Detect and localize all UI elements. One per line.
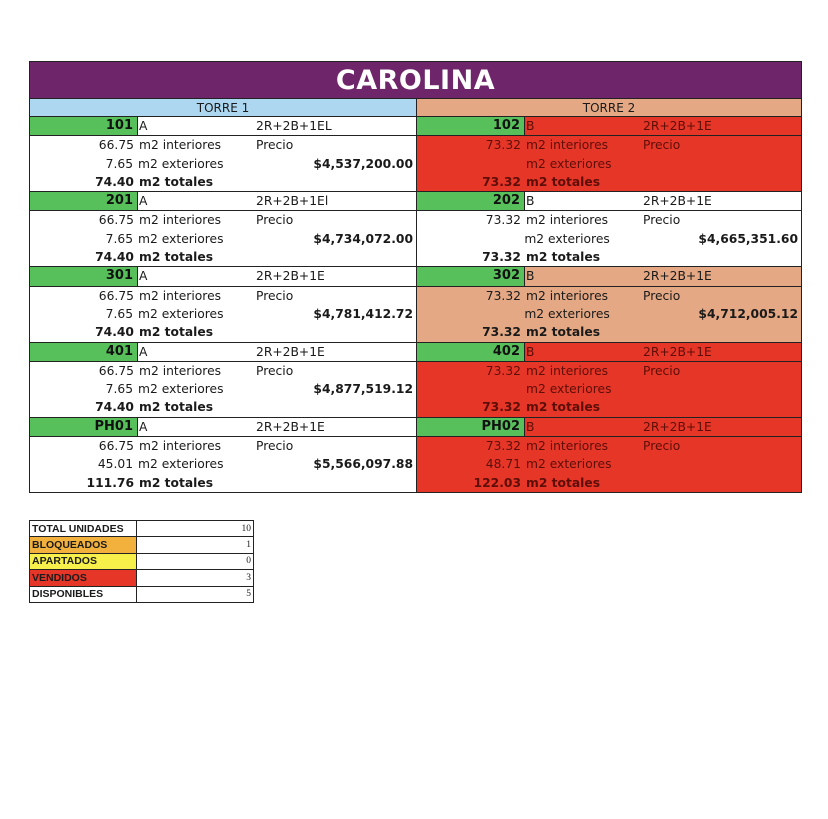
tower-2-header: TORRE 2 xyxy=(417,99,802,117)
totales-row xyxy=(417,323,801,341)
totales-label: m2 totales xyxy=(139,174,214,189)
unit-number: 202 xyxy=(417,192,525,210)
totales-filler xyxy=(643,173,703,191)
interiores-row xyxy=(417,211,801,229)
unit-block[interactable] xyxy=(29,343,417,418)
unit-header-row xyxy=(30,418,416,437)
page-title: CAROLINA xyxy=(29,61,802,99)
interiores-row xyxy=(30,362,416,380)
totales-filler-2 xyxy=(703,173,801,191)
interiores-filler xyxy=(316,437,416,455)
exteriores-filler xyxy=(254,230,313,248)
precio-label: Precio xyxy=(256,363,294,378)
interiores-label: m2 interiores xyxy=(139,363,222,378)
totales-label: m2 totales xyxy=(139,400,214,415)
totales-label: m2 totales xyxy=(526,400,601,415)
totales-row xyxy=(30,398,416,416)
unit-price xyxy=(703,380,801,398)
interiores-filler xyxy=(316,362,416,380)
unit-config: 2R+2B+1E xyxy=(256,419,325,434)
interiores-row xyxy=(417,437,801,455)
unit-header-row xyxy=(417,267,801,286)
totales-value: 74.40 xyxy=(95,250,134,265)
unit-header-row xyxy=(30,343,416,362)
totales-row xyxy=(30,323,416,341)
totales-filler-2 xyxy=(316,398,416,416)
unit-block[interactable] xyxy=(29,267,417,342)
interiores-value: 66.75 xyxy=(98,363,134,378)
totales-row xyxy=(417,474,801,492)
unit-config: 2R+2B+1E xyxy=(643,119,712,133)
totales-filler xyxy=(256,248,316,266)
unit-config: 2R+2B+1E xyxy=(643,269,712,284)
summary-row xyxy=(30,586,254,602)
totales-filler-2 xyxy=(316,323,416,341)
unit-price: $4,537,200.00 xyxy=(313,156,413,171)
precio-label: Precio xyxy=(256,213,294,228)
exteriores-value: 48.71 xyxy=(485,457,521,472)
exteriores-label: m2 exteriores xyxy=(526,457,612,472)
exteriores-value: 45.01 xyxy=(97,457,134,472)
totales-filler-2 xyxy=(703,398,801,416)
exteriores-value xyxy=(417,305,523,323)
unit-header-row xyxy=(417,117,801,136)
precio-label: Precio xyxy=(256,138,294,153)
summary-value: 3 xyxy=(137,570,254,586)
totales-label: m2 totales xyxy=(139,325,214,340)
unit-number: 101 xyxy=(30,117,138,135)
totales-label: m2 totales xyxy=(139,475,214,490)
interiores-filler xyxy=(703,362,801,380)
interiores-value: 73.32 xyxy=(485,288,521,303)
unit-type: B xyxy=(526,269,535,284)
totales-value: 74.40 xyxy=(95,400,134,415)
interiores-row xyxy=(417,287,801,305)
unit-type: B xyxy=(526,344,535,359)
unit-config: 2R+2B+1E xyxy=(256,344,325,359)
unit-type: A xyxy=(139,344,148,359)
summary-row xyxy=(30,537,254,553)
totales-filler-2 xyxy=(703,248,801,266)
totales-row xyxy=(417,173,801,191)
totales-filler-2 xyxy=(316,173,416,191)
unit-config: 2R+2B+1E xyxy=(643,419,712,434)
unit-block[interactable] xyxy=(417,343,802,418)
unit-price: $4,734,072.00 xyxy=(313,231,413,246)
interiores-filler xyxy=(703,287,801,305)
exteriores-value xyxy=(417,155,525,173)
interiores-label: m2 interiores xyxy=(526,363,609,378)
unit-type: A xyxy=(139,119,148,133)
unit-block[interactable] xyxy=(417,267,802,342)
totales-filler xyxy=(256,323,316,341)
unit-price: $5,566,097.88 xyxy=(313,457,413,472)
summary-row xyxy=(30,521,254,537)
unit-header-filler xyxy=(316,117,416,135)
interiores-filler xyxy=(316,136,416,154)
summary-row xyxy=(30,553,254,569)
summary-label: TOTAL UNIDADES xyxy=(30,521,137,537)
unit-header-filler xyxy=(316,267,416,285)
unit-header-row xyxy=(30,267,416,286)
totales-value: 74.40 xyxy=(95,325,134,340)
unit-block[interactable] xyxy=(417,117,802,192)
interiores-label: m2 interiores xyxy=(139,138,222,153)
floor-row xyxy=(29,117,802,192)
exteriores-filler xyxy=(254,305,313,323)
unit-header-filler xyxy=(703,267,801,285)
exteriores-row xyxy=(30,380,416,398)
interiores-value: 66.75 xyxy=(98,138,134,153)
totales-filler-2 xyxy=(703,474,801,492)
exteriores-filler xyxy=(254,380,313,398)
interiores-row xyxy=(417,136,801,154)
unit-header-filler xyxy=(703,117,801,135)
tower-headers xyxy=(29,99,802,117)
totales-value: 74.40 xyxy=(95,174,134,189)
interiores-label: m2 interiores xyxy=(139,213,222,228)
totales-label: m2 totales xyxy=(526,250,601,265)
exteriores-row xyxy=(417,155,801,173)
totales-value: 122.03 xyxy=(473,475,521,490)
unit-number: 301 xyxy=(30,267,138,285)
interiores-row xyxy=(30,437,416,455)
summary-label: VENDIDOS xyxy=(30,570,137,586)
interiores-value: 66.75 xyxy=(98,288,134,303)
exteriores-row xyxy=(30,230,416,248)
unit-header-row xyxy=(30,192,416,211)
unit-number: 401 xyxy=(30,343,138,361)
unit-number: 402 xyxy=(417,343,525,361)
floor-row xyxy=(29,192,802,267)
exteriores-label: m2 exteriores xyxy=(138,156,224,171)
precio-label: Precio xyxy=(643,288,681,303)
unit-header-filler xyxy=(316,343,416,361)
summary-label: DISPONIBLES xyxy=(30,586,137,602)
interiores-filler xyxy=(703,211,801,229)
totales-filler-2 xyxy=(316,474,416,492)
exteriores-row xyxy=(417,455,801,473)
exteriores-filler xyxy=(254,455,313,473)
exteriores-filler xyxy=(639,230,698,248)
exteriores-label: m2 exteriores xyxy=(526,382,612,397)
interiores-row xyxy=(417,362,801,380)
totales-label: m2 totales xyxy=(139,250,214,265)
exteriores-row xyxy=(417,305,801,323)
totales-row xyxy=(417,398,801,416)
exteriores-label: m2 exteriores xyxy=(138,306,224,321)
summary-value: 5 xyxy=(137,586,254,602)
exteriores-value: 7.65 xyxy=(105,306,134,321)
exteriores-filler xyxy=(254,155,313,173)
unit-header-filler xyxy=(703,418,801,436)
unit-config: 2R+2B+1E xyxy=(643,344,712,359)
unit-header-row xyxy=(30,117,416,136)
unit-type: A xyxy=(139,269,148,284)
unit-number: 102 xyxy=(417,117,525,135)
interiores-label: m2 interiores xyxy=(526,288,609,303)
precio-label: Precio xyxy=(643,439,681,454)
summary-label: BLOQUEADOS xyxy=(30,537,137,553)
precio-label: Precio xyxy=(643,363,681,378)
exteriores-filler xyxy=(643,380,703,398)
unit-type: A xyxy=(139,194,148,209)
totales-value: 73.32 xyxy=(482,400,521,415)
exteriores-value: 7.65 xyxy=(105,231,134,246)
unit-header-filler xyxy=(316,418,416,436)
exteriores-row xyxy=(417,380,801,398)
unit-price: $4,781,412.72 xyxy=(313,306,413,321)
exteriores-row xyxy=(30,455,416,473)
unit-header-row xyxy=(417,343,801,362)
interiores-value: 73.32 xyxy=(485,138,521,153)
unit-config: 2R+2B+1E xyxy=(643,194,712,209)
totales-label: m2 totales xyxy=(526,174,601,189)
exteriores-value xyxy=(417,380,525,398)
summary-row xyxy=(30,570,254,586)
unit-header-filler xyxy=(703,192,801,210)
unit-price: $4,712,005.12 xyxy=(698,306,798,321)
interiores-row xyxy=(30,136,416,154)
interiores-value: 73.32 xyxy=(485,439,521,454)
interiores-filler xyxy=(703,136,801,154)
exteriores-filler xyxy=(643,455,703,473)
unit-header-filler xyxy=(316,192,416,210)
totales-filler xyxy=(643,398,703,416)
inventory-sheet xyxy=(29,61,802,493)
exteriores-label: m2 exteriores xyxy=(524,306,610,321)
interiores-label: m2 interiores xyxy=(139,288,222,303)
unit-config: 2R+2B+1EL xyxy=(256,119,332,133)
unit-type: B xyxy=(526,194,535,209)
exteriores-row xyxy=(417,230,801,248)
interiores-filler xyxy=(316,211,416,229)
interiores-filler xyxy=(703,437,801,455)
interiores-label: m2 interiores xyxy=(139,439,222,454)
unit-price: $4,665,351.60 xyxy=(698,231,798,246)
totales-label: m2 totales xyxy=(526,325,601,340)
unit-type: A xyxy=(139,419,148,434)
exteriores-row xyxy=(30,305,416,323)
precio-label: Precio xyxy=(643,138,681,153)
totales-row xyxy=(30,248,416,266)
totales-filler-2 xyxy=(703,323,801,341)
summary-value: 0 xyxy=(137,553,254,569)
unit-header-row xyxy=(417,192,801,211)
totales-row xyxy=(30,173,416,191)
unit-number: PH02 xyxy=(417,418,525,436)
interiores-filler xyxy=(316,287,416,305)
totales-label: m2 totales xyxy=(526,475,601,490)
precio-label: Precio xyxy=(256,288,294,303)
interiores-row xyxy=(30,287,416,305)
interiores-label: m2 interiores xyxy=(526,138,609,153)
interiores-label: m2 interiores xyxy=(526,213,609,228)
unit-header-filler xyxy=(703,343,801,361)
floor-row xyxy=(29,418,802,493)
exteriores-label: m2 exteriores xyxy=(138,231,224,246)
unit-type: B xyxy=(526,119,535,133)
totales-filler-2 xyxy=(316,248,416,266)
totales-filler xyxy=(256,173,316,191)
precio-label: Precio xyxy=(643,213,681,228)
summary-table xyxy=(29,520,254,603)
summary-value: 10 xyxy=(137,521,254,537)
summary-value: 1 xyxy=(137,537,254,553)
exteriores-filler xyxy=(639,305,698,323)
interiores-value: 66.75 xyxy=(98,439,134,454)
unit-price xyxy=(703,455,801,473)
summary-label: APARTADOS xyxy=(30,553,137,569)
tower-1-header: TORRE 1 xyxy=(29,99,417,117)
unit-config: 2R+2B+1El xyxy=(256,194,329,209)
floor-row xyxy=(29,343,802,418)
unit-number: 201 xyxy=(30,192,138,210)
interiores-value: 73.32 xyxy=(485,213,521,228)
unit-header-row xyxy=(417,418,801,437)
exteriores-label: m2 exteriores xyxy=(524,231,610,246)
exteriores-value: 7.65 xyxy=(105,382,134,397)
unit-price xyxy=(703,155,801,173)
interiores-row xyxy=(30,211,416,229)
interiores-value: 73.32 xyxy=(485,363,521,378)
totales-filler xyxy=(643,323,703,341)
exteriores-label: m2 exteriores xyxy=(526,156,612,171)
totales-filler xyxy=(256,398,316,416)
unit-config: 2R+2B+1E xyxy=(256,269,325,284)
precio-label: Precio xyxy=(256,439,294,454)
totales-filler xyxy=(256,474,316,492)
interiores-value: 66.75 xyxy=(98,213,134,228)
floors-grid xyxy=(29,117,802,493)
unit-type: B xyxy=(526,419,535,434)
exteriores-label: m2 exteriores xyxy=(138,457,224,472)
unit-number: 302 xyxy=(417,267,525,285)
totales-row xyxy=(417,248,801,266)
unit-block[interactable] xyxy=(29,418,417,493)
unit-number: PH01 xyxy=(30,418,138,436)
unit-block[interactable] xyxy=(417,192,802,267)
totales-value: 73.32 xyxy=(482,174,521,189)
unit-block[interactable] xyxy=(417,418,802,493)
exteriores-filler xyxy=(643,155,703,173)
totales-filler xyxy=(643,248,703,266)
unit-block[interactable] xyxy=(29,192,417,267)
totales-value: 111.76 xyxy=(86,475,134,490)
unit-price: $4,877,519.12 xyxy=(313,382,413,397)
totales-value: 73.32 xyxy=(482,325,521,340)
exteriores-value: 7.65 xyxy=(105,156,134,171)
floor-row xyxy=(29,267,802,342)
exteriores-label: m2 exteriores xyxy=(138,382,224,397)
exteriores-value xyxy=(417,230,523,248)
exteriores-row xyxy=(30,155,416,173)
totales-filler xyxy=(643,474,703,492)
totales-value: 73.32 xyxy=(482,250,521,265)
totales-row xyxy=(30,474,416,492)
interiores-label: m2 interiores xyxy=(526,439,609,454)
unit-block[interactable] xyxy=(29,117,417,192)
